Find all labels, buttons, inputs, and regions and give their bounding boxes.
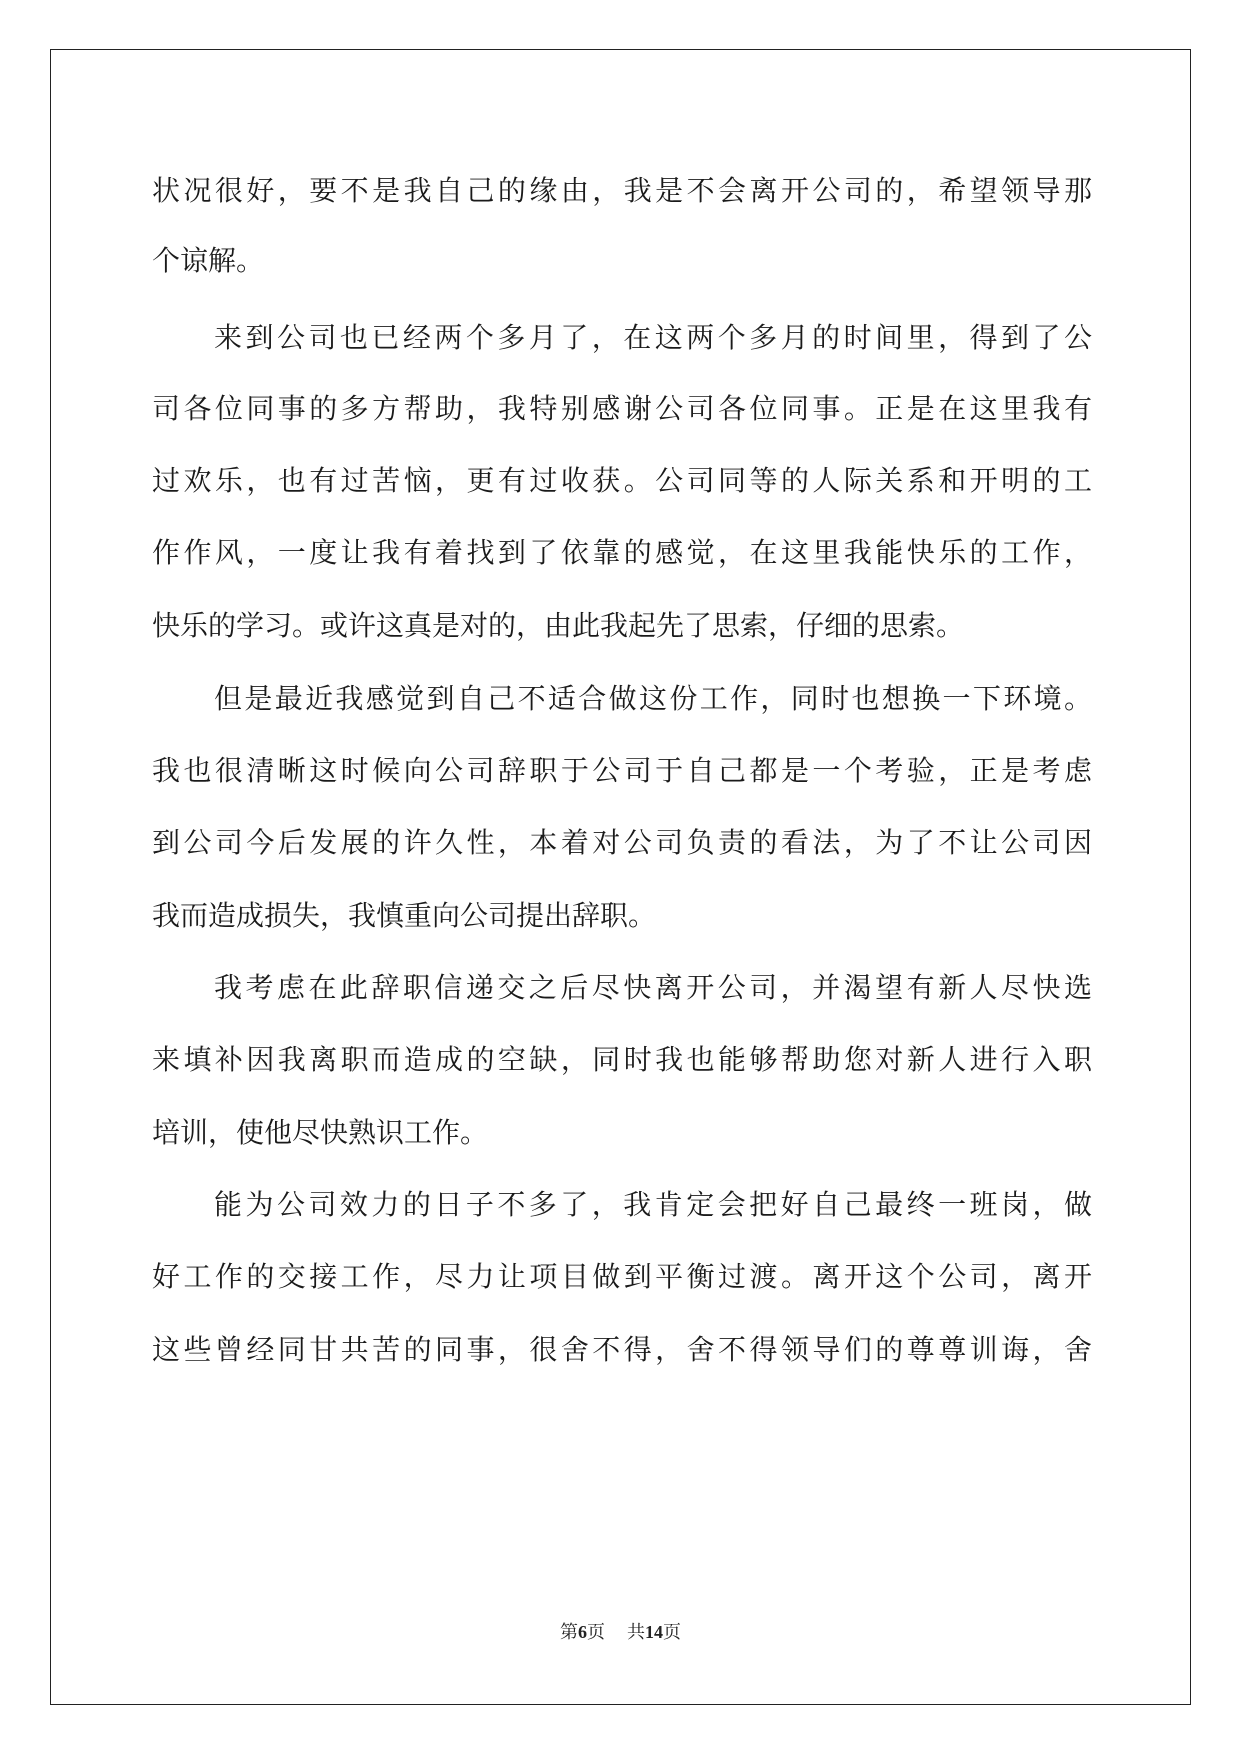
body-line: 过欢乐，也有过苦恼，更有过收获。公司同等的人际关系和开明的工 [152,464,1092,497]
body-line: 作作风，一度让我有着找到了依靠的感觉，在这里我能快乐的工作， [152,536,1092,569]
paragraph-first-line: 我考虑在此辞职信递交之后尽快离开公司，并渴望有新人尽快选 [214,971,1092,1004]
paragraph-first-line: 能为公司效力的日子不多了，我肯定会把好自己最终一班岗，做 [214,1188,1092,1221]
page-footer [0,1620,1241,1644]
page-label-suffix: 页 [587,1622,605,1642]
body-line: 好工作的交接工作，尽力让项目做到平衡过渡。离开这个公司，离开 [152,1260,1092,1293]
body-line: 快乐的学习。或许这真是对的，由此我起先了思索，仔细的思索。 [152,609,965,642]
paragraph-first-line: 来到公司也已经两个多月了，在这两个多月的时间里，得到了公 [214,321,1092,354]
total-page-count: 14 [645,1622,663,1642]
body-line: 状况很好，要不是我自己的缘由，我是不会离开公司的，希望领导那 [152,174,1092,207]
total-label-prefix: 共 [627,1622,645,1642]
total-label-suffix: 页 [663,1622,681,1642]
body-line: 来填补因我离职而造成的空缺，同时我也能够帮助您对新人进行入职 [152,1043,1092,1076]
page-label-prefix: 第 [560,1622,578,1642]
paragraph-first-line: 但是最近我感觉到自己不适合做这份工作，同时也想换一下环境。 [214,682,1092,715]
body-line: 我而造成损失，我慎重向公司提出辞职。 [152,899,657,932]
body-line: 到公司今后发展的许久性，本着对公司负责的看法，为了不让公司因 [152,826,1092,859]
body-line: 培训，使他尽快熟识工作。 [152,1116,489,1149]
current-page-number: 6 [578,1622,587,1642]
body-line: 司各位同事的多方帮助，我特别感谢公司各位同事。正是在这里我有 [152,392,1092,425]
page-border [50,49,1191,1705]
body-line: 我也很清晰这时候向公司辞职于公司于自己都是一个考验，正是考虑 [152,754,1092,787]
body-line: 这些曾经同甘共苦的同事，很舍不得，舍不得领导们的尊尊训诲，舍 [152,1333,1092,1366]
body-line: 个谅解。 [152,244,265,277]
